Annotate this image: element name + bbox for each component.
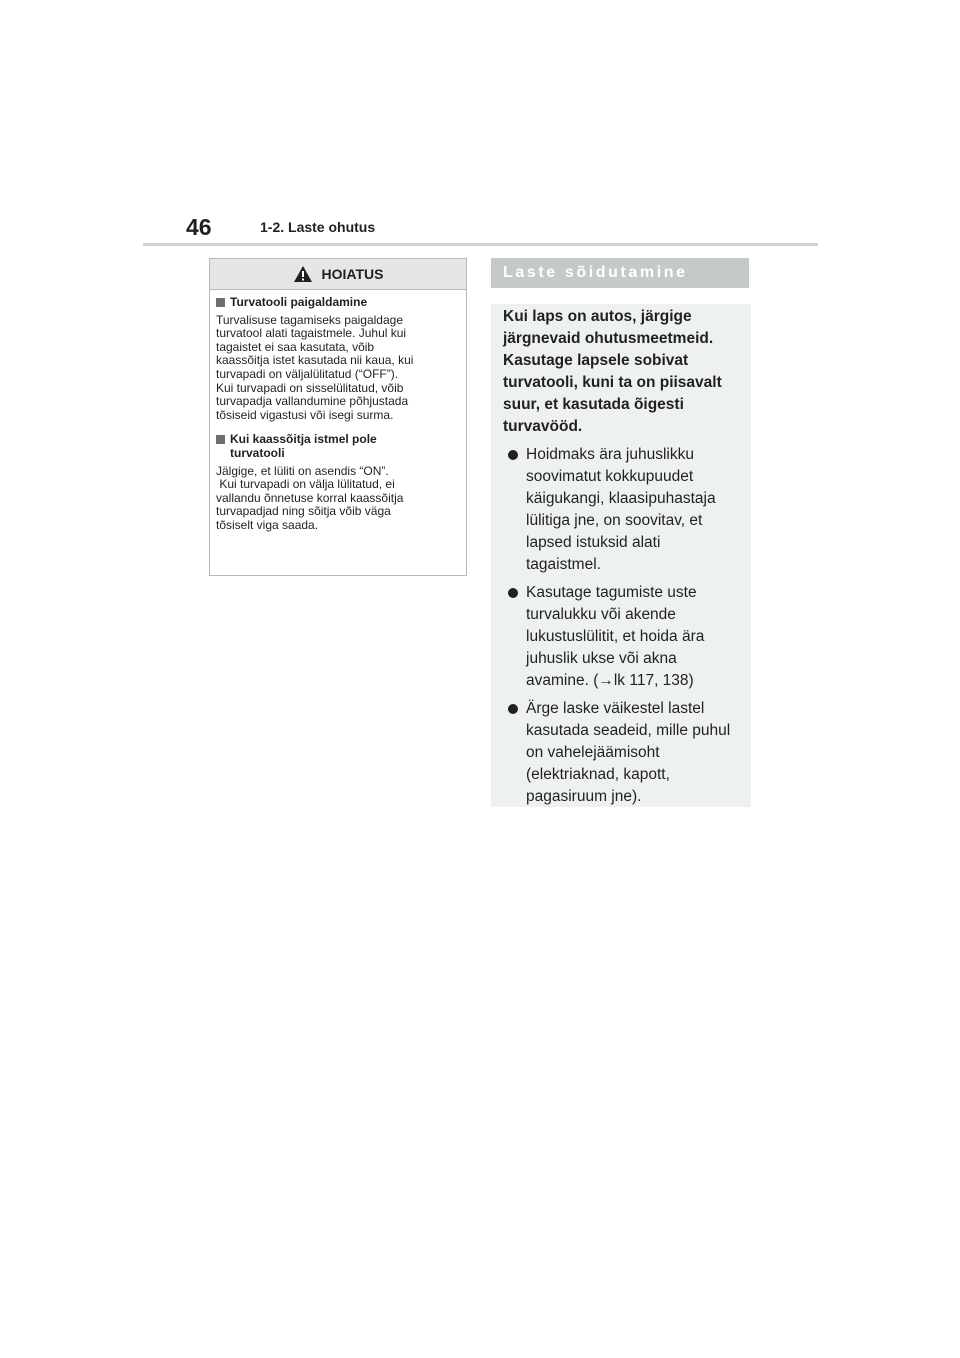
warning-paragraph: Jälgige, et lüliti on asendis “ON”. Kui turvapadi on välja lülitatud, ei vallandu õnnetuse korral kaassõitja turvapadjad ning sõitja võib väga tõsiselt viga saada. [216, 463, 404, 532]
bullet-item: Hoidmaks ära juhuslikku soovimatut kokkupuudet käigukangi, klaasipuhastaja lülitiga jne, on soovitav, et lapsed istuksid alati tagaistmel. [503, 444, 741, 576]
bullet-dot-icon [508, 450, 518, 460]
bullet-dot-icon [508, 704, 518, 714]
warning-paragraph: Turvalisuse tagamiseks paigaldage turvatool alati tagaistmele. Juhul kui tagaistet ei saa kasutata, võib kaassõitja istet kasutada nii kaua, kui turvapadi on väljalülitatud (“OFF”). Kui turvapadi on sisselülitatud, võib turvapadja vallandumine põhjustada tõsiseid vigastusi või isegi surma. [216, 312, 414, 422]
page-number: 46 [186, 214, 212, 240]
section-title: 1-2. Laste ohutus [260, 219, 376, 235]
warning-subheading: Kui kaassõitja istmel pole turvatooli [216, 433, 458, 460]
warning-header [210, 259, 466, 290]
page-reference: avamine. (→lk 117, 138) [526, 672, 694, 689]
info-title-bar: Laste sõidutamine [491, 258, 749, 288]
info-box [491, 304, 751, 807]
square-bullet-icon [216, 298, 225, 307]
warning-subheading: Turvatooli paigaldamine [216, 296, 458, 310]
bullet-item: Ärge laske väikestel lastel kasutada seadeid, mille puhul on vahelejäämisoht (elektriaknad, kapott, pagasiruum jne). [503, 698, 741, 808]
bullet-item: Kasutage tagumiste uste turvalukku või akende lukustuslülitit, et hoida ära juhuslik ukse või akna avamine. (→lk 117, 138) [503, 582, 741, 692]
header-divider [143, 243, 818, 246]
warning-triangle-icon [293, 265, 313, 283]
square-bullet-icon [216, 435, 225, 444]
warning-title: HOIATUS [321, 266, 384, 282]
lead-paragraph: Kui laps on autos, järgige järgnevaid ohutusmeetmeid. Kasutage lapsele sobivat turvatooli, kuni ta on piisavalt suur, et kasutada õigesti turvavööd. [503, 308, 722, 435]
warning-body [210, 290, 466, 533]
warning-box [209, 258, 467, 576]
bullet-dot-icon [508, 588, 518, 598]
